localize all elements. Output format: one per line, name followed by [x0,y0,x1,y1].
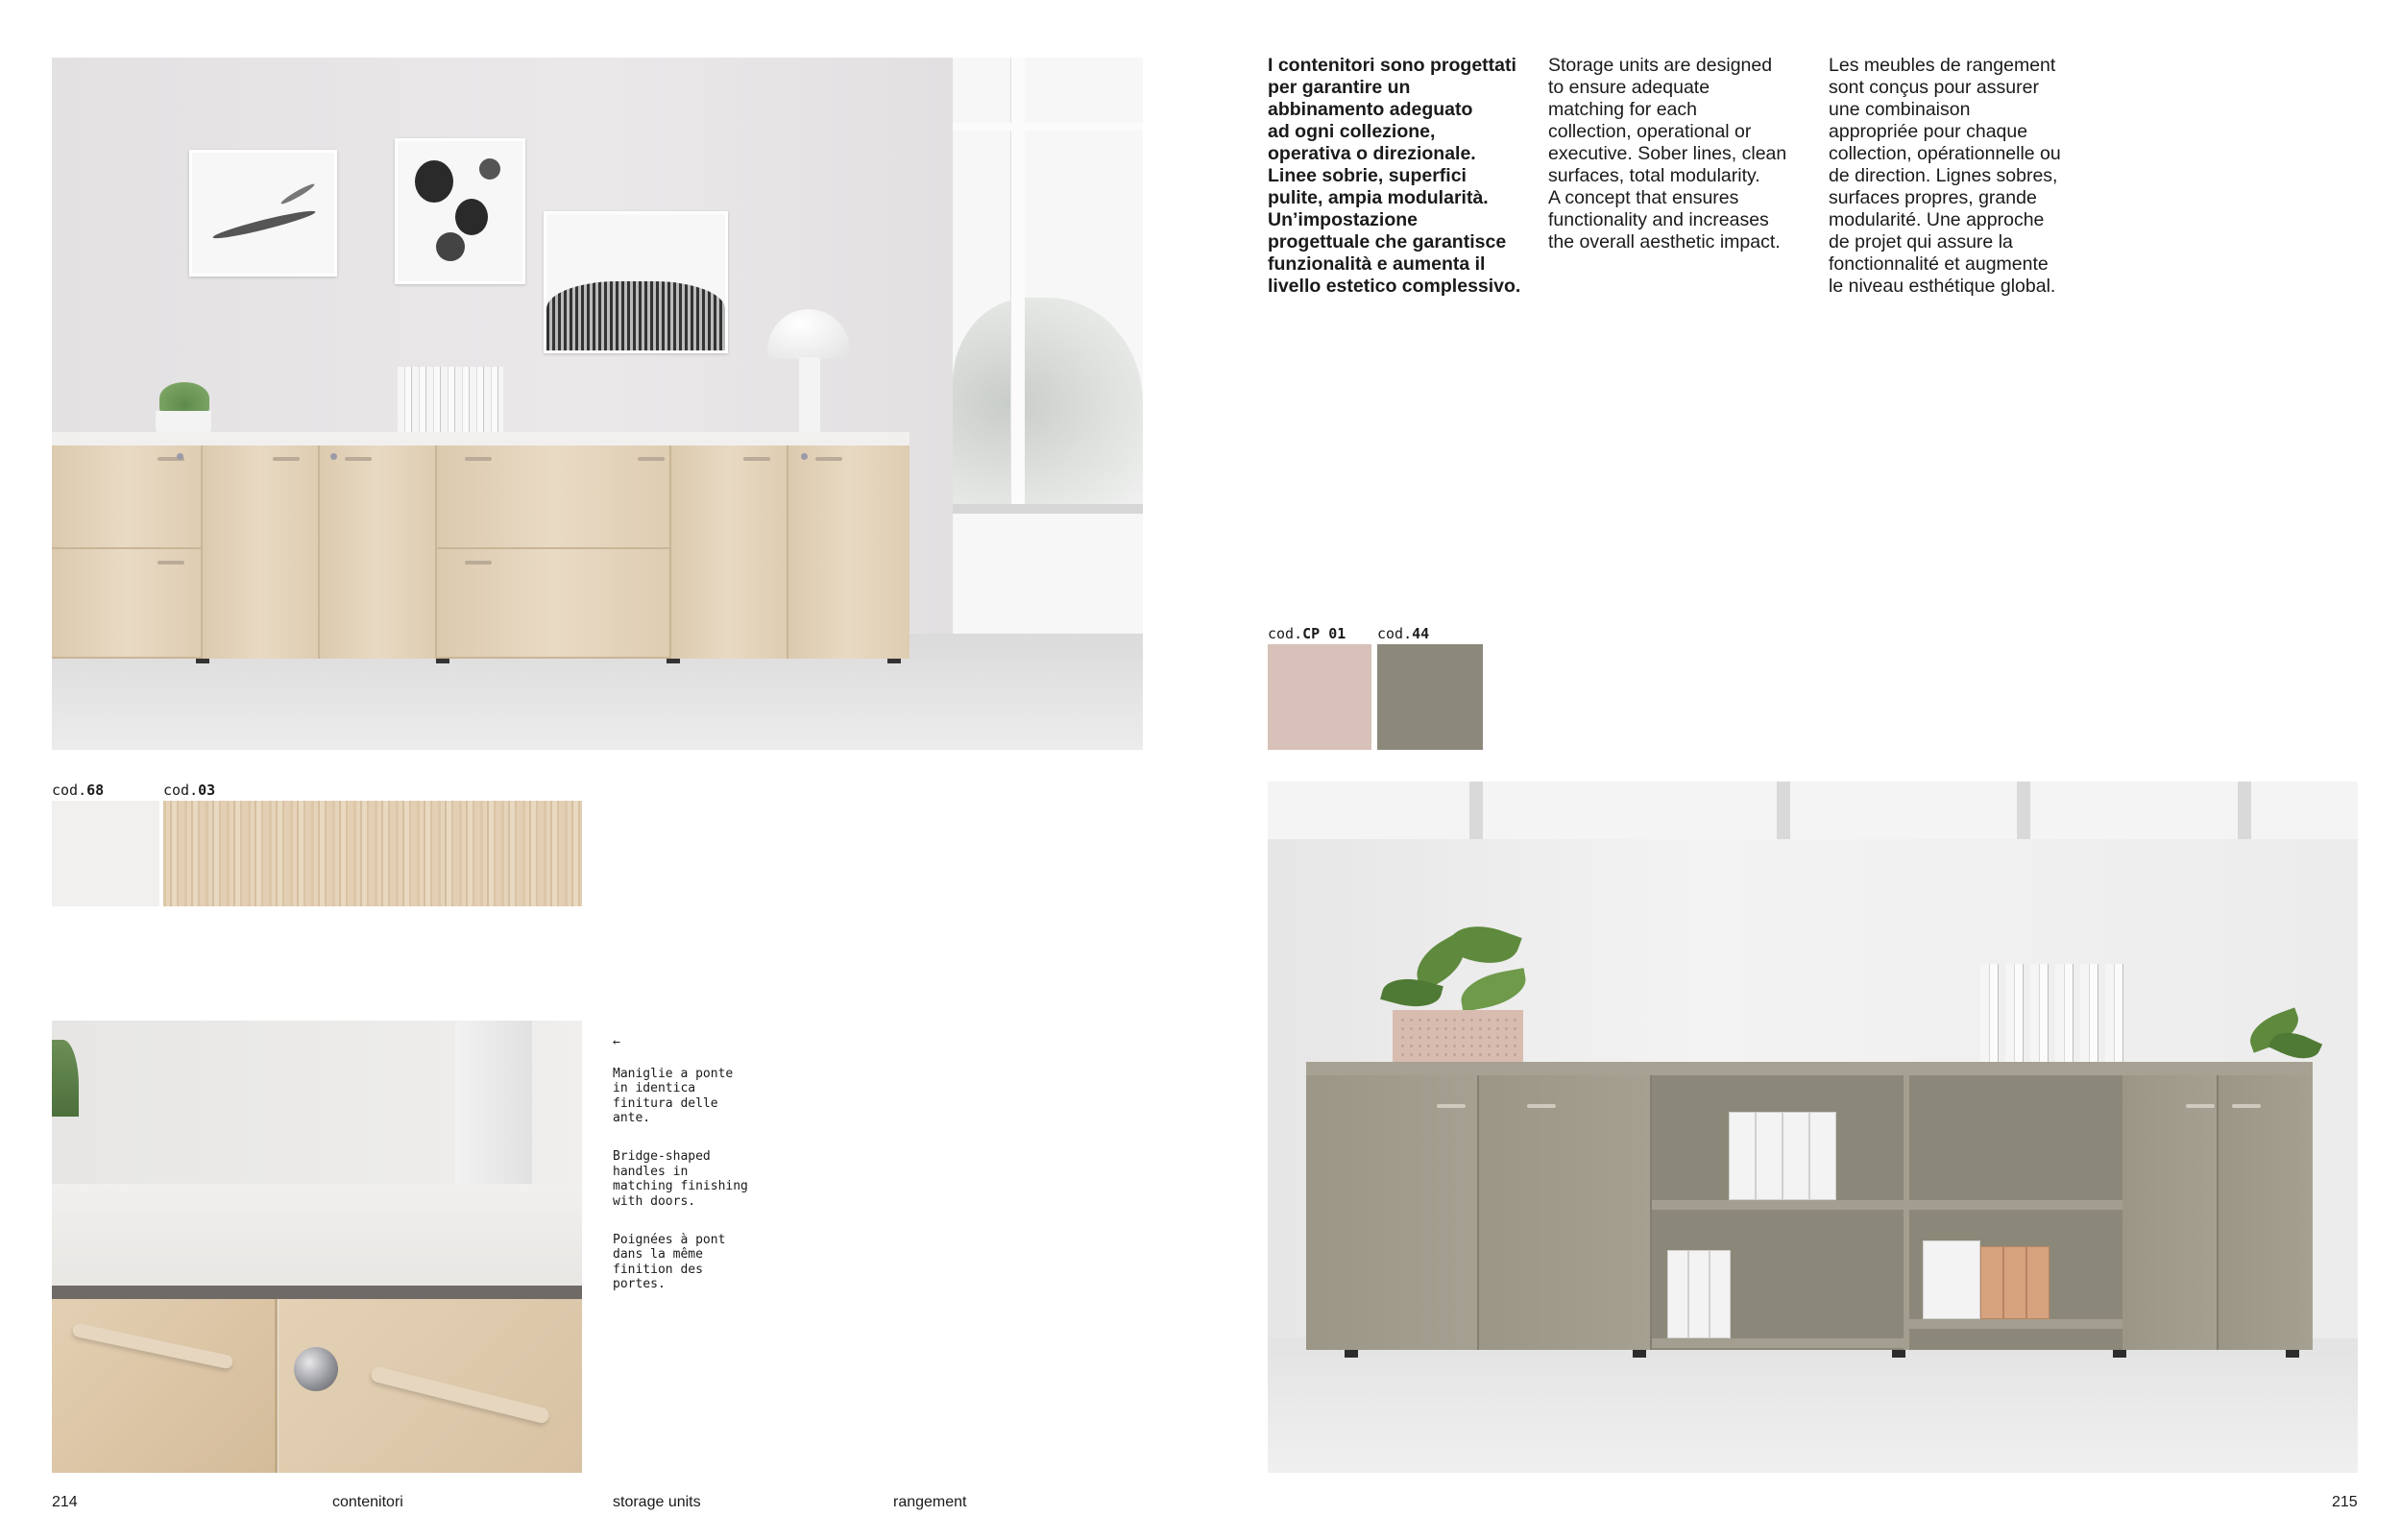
cabinet-door [1306,1075,1479,1350]
plant [159,382,209,415]
page-number-right: 215 [2332,1494,2358,1510]
vase [455,1021,532,1203]
wall-artwork [189,150,337,277]
caption-en: Bridge-shaped handles in matching finishing with doors. [613,1149,748,1209]
main-room-photo [52,58,1143,750]
handle-caption [613,1020,776,1315]
swatch-label-44: cod.44 [1377,625,1430,642]
intro-text-english: Storage units are designed to ensure adequate matching for each collection, operational or executive. Sober lines, clean surfaces, total modularity. A concept that ensures functionality and increases the overall aesthetic impact. [1548,55,1787,253]
books [1980,964,2124,1062]
storage-units-photo [1268,782,2358,1473]
finish-swatch-grey [1377,644,1483,750]
section-title-french: rangement [893,1494,967,1510]
intro-text-french: Les meubles de rangement sont conçus pour assurer une combinaison appropriée pour chaque collection, opérationnelle ou de direction. Lignes sobres, surfaces propres, grande modularité. Une approche de projet qui assure la fonctionnalité et augmente le niveau esthétique global. [1829,55,2061,297]
cabinet-door [2219,1075,2313,1350]
intro-text-italian: I contenitori sono progettati per garantire un abbinamento adeguato ad ogni collezione, operativa o direzionale. Linee sobrie, superfici pulite, ampia modularità. Un’impostazione progettuale che garantisce funzionalità e aumenta il livello estetico complessivo. [1268,55,1521,297]
handle-detail-photo [52,1021,582,1473]
lock-icon [294,1347,338,1391]
caption-fr: Poignées à pont dans la même finition des portes. [613,1232,726,1291]
finish-swatch-oak [163,801,582,906]
cabinet-top [52,1184,582,1289]
swatch-label-03: cod.03 [163,782,216,799]
books [398,367,503,432]
wall-artwork [544,211,728,353]
window [953,58,1143,634]
wall-artwork [395,138,525,284]
cabinet-door [2122,1075,2219,1350]
finish-swatch-pink [1268,644,1371,750]
cabinet-top [52,432,909,446]
plant-pot [156,411,211,434]
swatch-label-cp01: cod.CP 01 [1268,625,1346,642]
page-number-left: 214 [52,1494,78,1510]
cabinet-door [1479,1075,1652,1350]
finish-swatch-white [52,801,159,906]
storage-cabinet-row [52,445,909,659]
arrow-left-icon: ← [613,1034,620,1049]
caption-it: Maniglie a ponte in identica finitura delle ante. [613,1066,734,1125]
swatch-label-68: cod.68 [52,782,105,799]
cabinet-top [1306,1062,2313,1075]
section-title-english: storage units [613,1494,701,1510]
section-title-italian: contenitori [332,1494,403,1510]
